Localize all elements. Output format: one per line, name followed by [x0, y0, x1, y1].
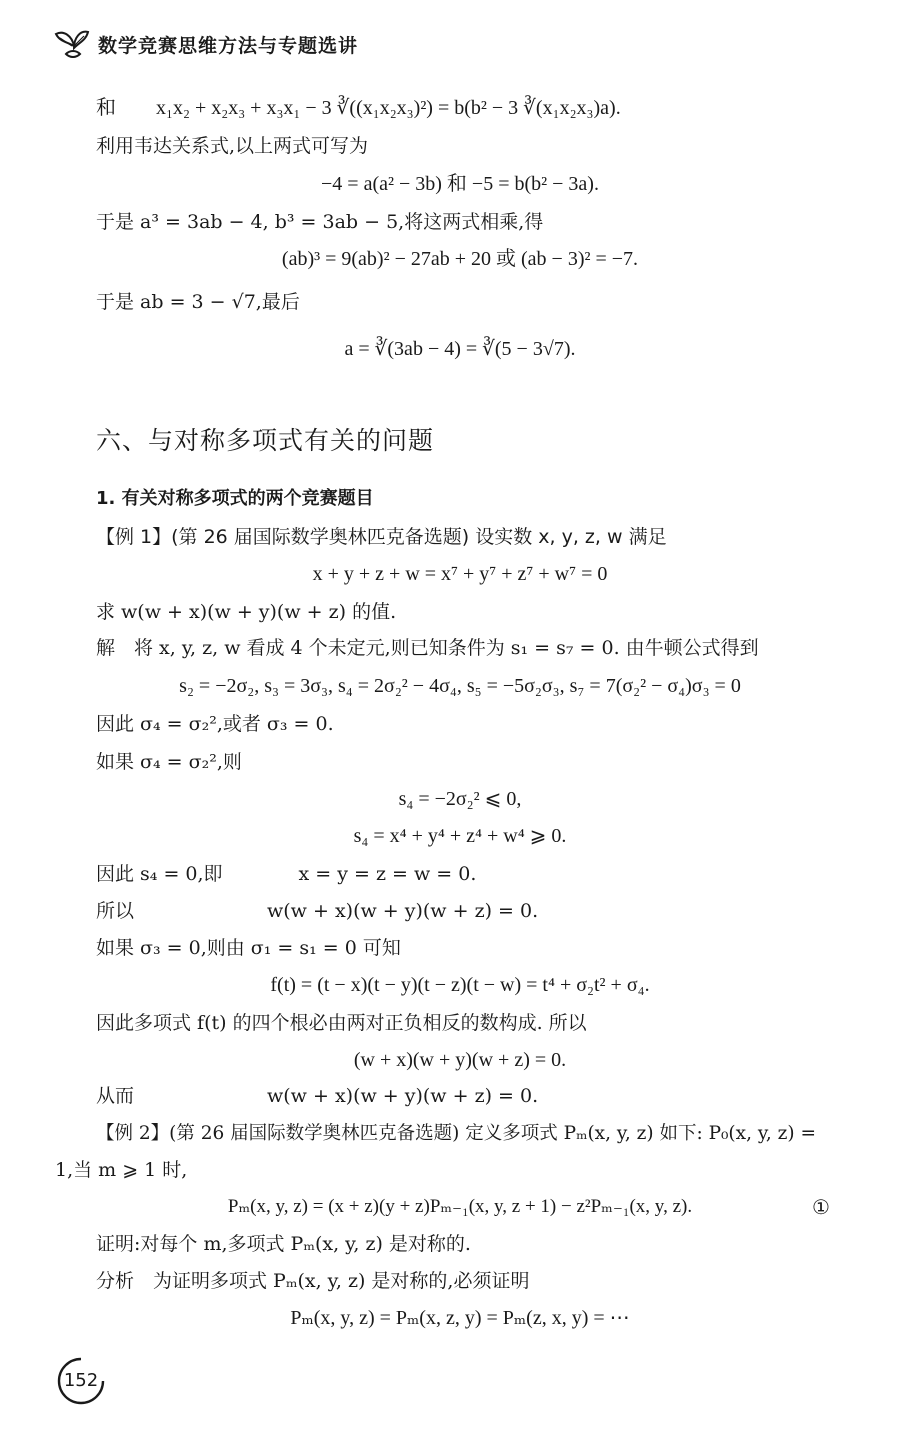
equation: Pₘ(x, y, z) = (x + z)(y + z)Pₘ₋₁(x, y, z + 1) − z²Pₘ₋₁(x, y, z).: [227, 1196, 693, 1217]
text-line: 因此 σ₄ = σ₂²,或者 σ₃ = 0.: [96, 713, 334, 735]
text-line: 于是 ab = 3 − √7,最后: [96, 291, 300, 313]
section-heading: 六、与对称多项式有关的问题: [96, 426, 435, 455]
text-line: 1,当 m ⩾ 1 时,: [55, 1159, 188, 1181]
book-logo-icon: [52, 24, 92, 64]
equation: −4 = a(a² − 3b) 和 −5 = b(b² − 3a).: [321, 173, 599, 195]
equation: (w + x)(w + y)(w + z) = 0.: [353, 1049, 567, 1071]
text-line: 所以 w(w + x)(w + y)(w + z) = 0.: [96, 900, 539, 922]
equation-number: ①: [812, 1195, 830, 1219]
text-line: 因此 s₄ = 0,即 x = y = z = w = 0.: [96, 863, 477, 885]
text-line: 如果 σ₄ = σ₂²,则: [96, 751, 242, 773]
example-1-statement: 【例 1】(第 26 届国际数学奥林匹克备选题) 设实数 x, y, z, w 满足: [96, 526, 667, 548]
book-title: 数学竞赛思维方法与专题选讲: [98, 34, 359, 57]
solution-line: 解 将 x, y, z, w 看成 4 个未定元,则已知条件为 s₁ = s₇ = 0. 由牛顿公式得到: [96, 637, 759, 659]
equation: (ab)³ = 9(ab)² − 27ab + 20 或 (ab − 3)² = −7.: [281, 248, 639, 270]
equation: x + y + z + w = x⁷ + y⁷ + z⁷ + w⁷ = 0: [312, 563, 608, 585]
text-line: 于是 a³ = 3ab − 4, b³ = 3ab − 5,将这两式相乘,得: [96, 211, 544, 233]
equation: s₂ = −2σ₂, s₃ = 3σ₃, s₄ = 2σ₂² − 4σ₄, s₅ = −5σ₂σ₃, s₇ = 7(σ₂² − σ₄)σ₃ = 0: [179, 675, 741, 697]
text-line: 证明:对每个 m,多项式 Pₘ(x, y, z) 是对称的.: [96, 1233, 471, 1255]
text-line: 因此多项式 f(t) 的四个根必由两对正负相反的数构成. 所以: [96, 1012, 587, 1034]
equation: s₄ = −2σ₂² ⩽ 0,: [398, 788, 522, 810]
equation: f(t) = (t − x)(t − y)(t − z)(t − w) = t⁴ + σ₂t² + σ₄.: [270, 974, 650, 996]
equation: Pₘ(x, y, z) = Pₘ(x, z, y) = Pₘ(z, x, y) = ⋯: [290, 1307, 630, 1329]
text-line: 从而 w(w + x)(w + y)(w + z) = 0.: [96, 1085, 539, 1107]
analysis-line: 分析 为证明多项式 Pₘ(x, y, z) 是对称的,必须证明: [96, 1270, 530, 1292]
text-line: 利用韦达关系式,以上两式可写为: [96, 135, 369, 157]
subsection-heading: 1. 有关对称多项式的两个竞赛题目: [96, 488, 374, 509]
text-line: 和 x₁x₂ + x₂x₃ + x₃x₁ − 3 ∛((x₁x₂x₃)²) = b(b² − 3 ∛(x₁x₂x₃)a).: [96, 97, 621, 119]
example-2-statement: 【例 2】(第 26 届国际数学奥林匹克备选题) 定义多项式 Pₘ(x, y, z) 如下: P₀(x, y, z) =: [96, 1123, 816, 1144]
text-line: 求 w(w + x)(w + y)(w + z) 的值.: [96, 601, 397, 623]
equation: a = ∛(3ab − 4) = ∛(5 − 3√7).: [344, 338, 576, 360]
equation: s₄ = x⁴ + y⁴ + z⁴ + w⁴ ⩾ 0.: [353, 825, 567, 847]
text-line: 如果 σ₃ = 0,则由 σ₁ = s₁ = 0 可知: [96, 937, 401, 959]
page-header: [52, 22, 358, 66]
page-number: 152: [63, 1370, 99, 1391]
